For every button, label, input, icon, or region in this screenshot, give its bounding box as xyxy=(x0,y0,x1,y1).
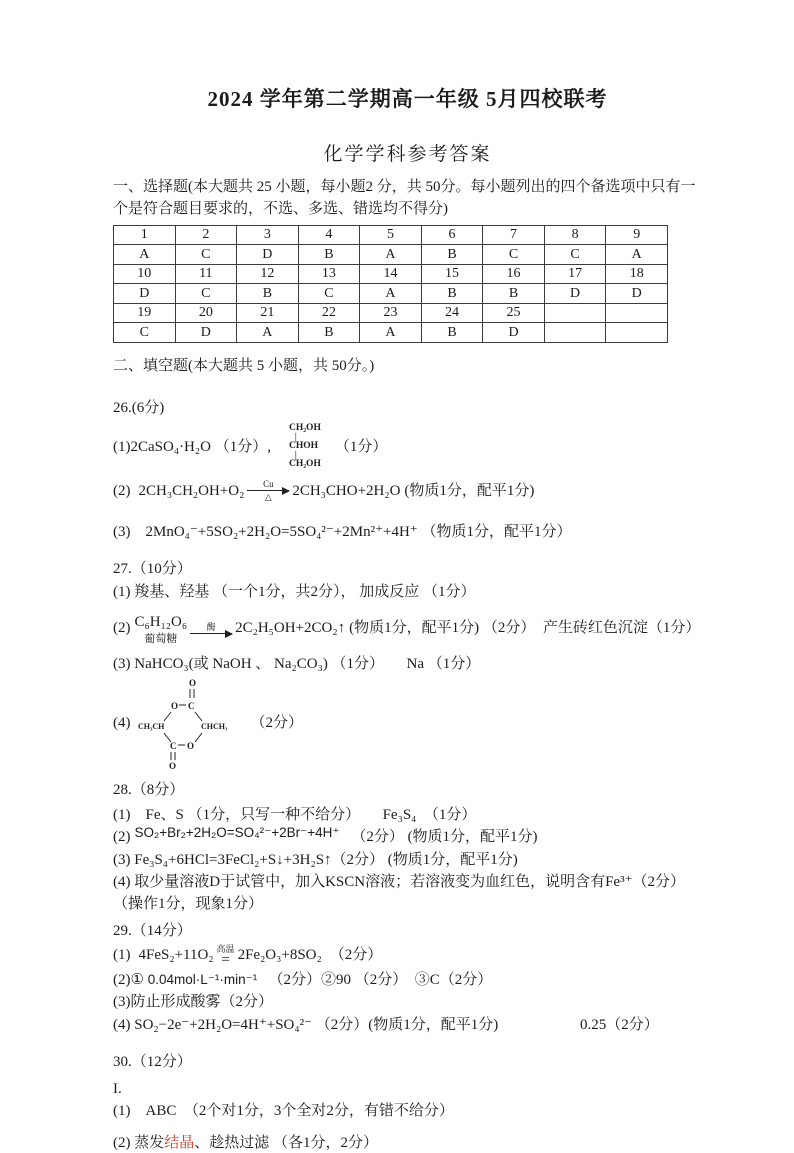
q26-a2-lhs: 2CH₃CH₂OH+O₂ xyxy=(138,482,245,499)
q28-title: 28.（8分） xyxy=(113,781,185,798)
q30-answer-1: (1) ABC （2个对1分，3个全对2分，有错不给分） xyxy=(113,1103,454,1120)
q29-answer-4 xyxy=(113,1015,702,1035)
answer-cell: C xyxy=(114,323,176,343)
answer-cell: B xyxy=(483,284,545,304)
q27-answer-3: (3) NaHCO₃(或 NaOH 、 Na₂CO₃) （1分） Na （1分） xyxy=(113,655,481,672)
q28-answer-4: (4) 取少量溶液D于试管中，加入KSCN溶液；若溶液变为血红色，说明含有Fe³⁺（2分） xyxy=(113,873,686,890)
multiple-choice-answer-table xyxy=(113,225,668,343)
q26-a1-formula: (1)2CaSO₄·H₂O （1分）, xyxy=(113,438,271,455)
section1-heading xyxy=(113,177,702,220)
q27-a2-label: (2) xyxy=(113,620,131,637)
answer-cell: 17 xyxy=(544,264,606,284)
answer-cell: 8 xyxy=(544,225,606,245)
answer-cell: 12 xyxy=(237,264,299,284)
q29-title: 29.（14分） xyxy=(113,923,192,940)
q26-a1-score: （1分） xyxy=(334,438,388,455)
q28-answer-3: (3) Fe₃S₄+6HCl=3FeCl₂+S↓+3H₂S↑（2分） (物质1分，配平1分) xyxy=(113,851,518,868)
answer-cell: D xyxy=(606,284,668,304)
answer-cell: 20 xyxy=(175,303,237,323)
section2-heading xyxy=(113,356,702,377)
answer-cell: D xyxy=(483,323,545,343)
answer-cell: 15 xyxy=(421,264,483,284)
reaction-condition-arrow xyxy=(190,622,232,636)
answer-cell: C xyxy=(298,284,360,304)
q29-a2-label: (2)① xyxy=(113,972,144,989)
answer-cell: 4 xyxy=(298,225,360,245)
document-title: 2024 学年第二学期高一年级 5月四校联考 xyxy=(207,87,608,111)
q30-title: 30.（12分） xyxy=(113,1053,192,1070)
q30-answer-2 xyxy=(113,1133,702,1153)
q26-answer-1 xyxy=(113,424,702,469)
answer-cell: 22 xyxy=(298,303,360,323)
answer-cell: 14 xyxy=(360,264,422,284)
answer-table-row xyxy=(114,284,668,304)
group-chch3: CHCH₃ xyxy=(200,721,227,731)
q29-answer-1 xyxy=(113,943,702,969)
answer-cell xyxy=(544,303,606,323)
answer-cell: 5 xyxy=(360,225,422,245)
answer-cell: D xyxy=(114,284,176,304)
answer-cell: 11 xyxy=(175,264,237,284)
q29-a1-score: （2分） xyxy=(329,946,383,963)
atom-o: O xyxy=(168,760,176,771)
glycerol-line: CHOH xyxy=(288,441,318,452)
q29-a1-lhs: 4FeS₂+11O₂ xyxy=(138,946,214,963)
q30-a2-post: 、趁热过滤 （各1分，2分） xyxy=(194,1134,379,1151)
atom-o: O xyxy=(170,700,178,711)
glycerol-bond: │ xyxy=(292,433,299,443)
equals-with-condition xyxy=(216,943,235,969)
q27-a2-score: (物质1分，配平1分) （2分） 产生砖红色沉淀（1分） xyxy=(349,620,701,637)
answer-cell: A xyxy=(360,323,422,343)
answer-cell: 6 xyxy=(421,225,483,245)
answer-cell: A xyxy=(114,245,176,265)
answer-table-row xyxy=(114,264,668,284)
answer-table-row xyxy=(114,225,668,245)
q27-a2-rhs: 2C₂H₅OH+2CO₂↑ xyxy=(235,620,346,637)
answer-cell: 3 xyxy=(237,225,299,245)
q29-a2-rest: （2分）②90 （2分） ③C（2分） xyxy=(260,972,493,989)
answer-cell: C xyxy=(175,284,237,304)
lactide-structure xyxy=(137,676,245,770)
answer-cell: B xyxy=(237,284,299,304)
answer-cell: 1 xyxy=(114,225,176,245)
glycerol-line: CH₂OH xyxy=(288,423,321,434)
answer-cell: 7 xyxy=(483,225,545,245)
answer-cell xyxy=(606,303,668,323)
equals-sign: = xyxy=(221,952,230,969)
glucose-formula: C₆H₁₂O₆ xyxy=(134,614,188,631)
answer-cell: C xyxy=(175,245,237,265)
q29-a1-label: (1) xyxy=(113,946,131,963)
answer-cell: D xyxy=(175,323,237,343)
q27-answer-4 xyxy=(113,676,702,770)
q26-a2-score: (物质1分，配平1分) xyxy=(404,482,535,499)
q27-a4-label: (4) xyxy=(113,714,131,731)
answer-cell: B xyxy=(421,284,483,304)
glucose-note: 葡萄糖 xyxy=(144,632,178,645)
atom-o: O xyxy=(188,677,196,688)
q26-a2-label: (2) xyxy=(113,482,131,499)
section1-heading-line1: 一、选择题(本大题共 25 小题，每小题2 分，共 50分。每小题列出的四个备选项中只有一 xyxy=(113,179,696,196)
atom-c: C xyxy=(169,740,176,751)
group-ch3ch: CH₃CH xyxy=(137,721,164,731)
glycerol-line: CH₂OH xyxy=(288,459,321,470)
q28-a2-equation: SO₂+Br₂+2H₂O=SO₄²⁻+2Br⁻+4H⁺ xyxy=(134,825,340,841)
answer-cell: C xyxy=(483,245,545,265)
answer-cell: A xyxy=(237,323,299,343)
answer-cell: C xyxy=(544,245,606,265)
section2-heading-text: 二、填空题(本大题共 5 小题，共 50分。) xyxy=(113,357,375,374)
answer-cell: 2 xyxy=(175,225,237,245)
answer-cell: 19 xyxy=(114,303,176,323)
answer-table-row xyxy=(114,303,668,323)
heat-symbol: △ xyxy=(264,492,272,503)
answer-cell: 18 xyxy=(606,264,668,284)
answer-cell: 23 xyxy=(360,303,422,323)
glycerol-bond: │ xyxy=(292,450,299,460)
answer-cell: B xyxy=(298,323,360,343)
answer-cell: B xyxy=(421,245,483,265)
answer-cell: D xyxy=(544,284,606,304)
reaction-condition-arrow xyxy=(247,479,289,503)
glucose-formula-stack xyxy=(135,612,188,644)
q26-title: 26.(6分) xyxy=(113,400,165,417)
q27-answer-1: (1) 羧基、羟基 （一个1分，共2分）， 加成反应 （1分） xyxy=(113,584,476,601)
answer-cell: A xyxy=(360,245,422,265)
answer-cell: 10 xyxy=(114,264,176,284)
high-temp-label: 高温 xyxy=(216,943,235,954)
answer-cell: D xyxy=(237,245,299,265)
answer-table-row xyxy=(114,245,668,265)
q26-answer-2 xyxy=(113,479,702,503)
catalyst-label: Cu xyxy=(263,478,274,489)
q29-answer-3: (3)防止形成酸雾（2分） xyxy=(113,994,273,1011)
q30-part-label: I. xyxy=(113,1081,122,1098)
answer-cell: 13 xyxy=(298,264,360,284)
answer-cell: 25 xyxy=(483,303,545,323)
q29-answer-2 xyxy=(113,970,702,990)
answer-table-row xyxy=(114,323,668,343)
answer-cell xyxy=(544,323,606,343)
answer-cell xyxy=(606,323,668,343)
q29-a2-rate-value: 0.04mol·L⁻¹·min⁻¹ xyxy=(147,972,258,988)
q28-answer-2 xyxy=(113,827,702,847)
answer-cell: 24 xyxy=(421,303,483,323)
answer-cell: 9 xyxy=(606,225,668,245)
q27-answer-2 xyxy=(113,612,702,644)
q27-a4-score: （2分） xyxy=(250,714,304,731)
q30-a2-red-text: 结晶 xyxy=(164,1134,195,1151)
atom-o: O xyxy=(186,740,194,751)
q29-a1-rhs: 2Fe₂O₃+8SO₂ xyxy=(237,946,322,963)
atom-c: C xyxy=(187,700,194,711)
q28-answer-1: (1) Fe、S （1分，只写一种不给分） Fe₃S₄ （1分） xyxy=(113,807,477,824)
glycerol-structure xyxy=(289,424,321,469)
answer-cell: 21 xyxy=(237,303,299,323)
q30-a2-pre: (2) 蒸发 xyxy=(113,1134,165,1151)
q28-answer-4-note: （操作1分，现象1分） xyxy=(113,896,264,913)
answer-cell: A xyxy=(360,284,422,304)
q29-a4-value: 0.25（2分） xyxy=(580,1016,659,1033)
q26-a2-rhs: 2CH₃CHO+2H₂O xyxy=(292,482,401,499)
q26-answer-3: (3) 2MnO₄⁻+5SO₂+2H₂O=5SO₄²⁻+2Mn²⁺+4H⁺ （物质1分，配平1分） xyxy=(113,523,572,540)
arrow-icon xyxy=(190,633,232,634)
q28-a2-score: （2分） (物质1分，配平1分) xyxy=(351,829,538,846)
enzyme-label: 酶 xyxy=(206,621,216,632)
answer-cell: 16 xyxy=(483,264,545,284)
answer-cell: B xyxy=(298,245,360,265)
answer-cell: A xyxy=(606,245,668,265)
document-subtitle: 化学学科参考答案 xyxy=(323,144,492,166)
section1-heading-line2: 个是符合题目要求的，不选、多选、错选均不得分) xyxy=(113,200,448,217)
q28-a2-label: (2) xyxy=(113,829,131,846)
answer-cell: B xyxy=(421,323,483,343)
arrow-icon xyxy=(247,490,289,491)
q27-title: 27.（10分） xyxy=(113,560,192,577)
q29-a4-equation: (4) SO₂−2e⁻+2H₂O=4H⁺+SO₄²⁻ （2分）(物质1分，配平1分) xyxy=(113,1016,499,1033)
